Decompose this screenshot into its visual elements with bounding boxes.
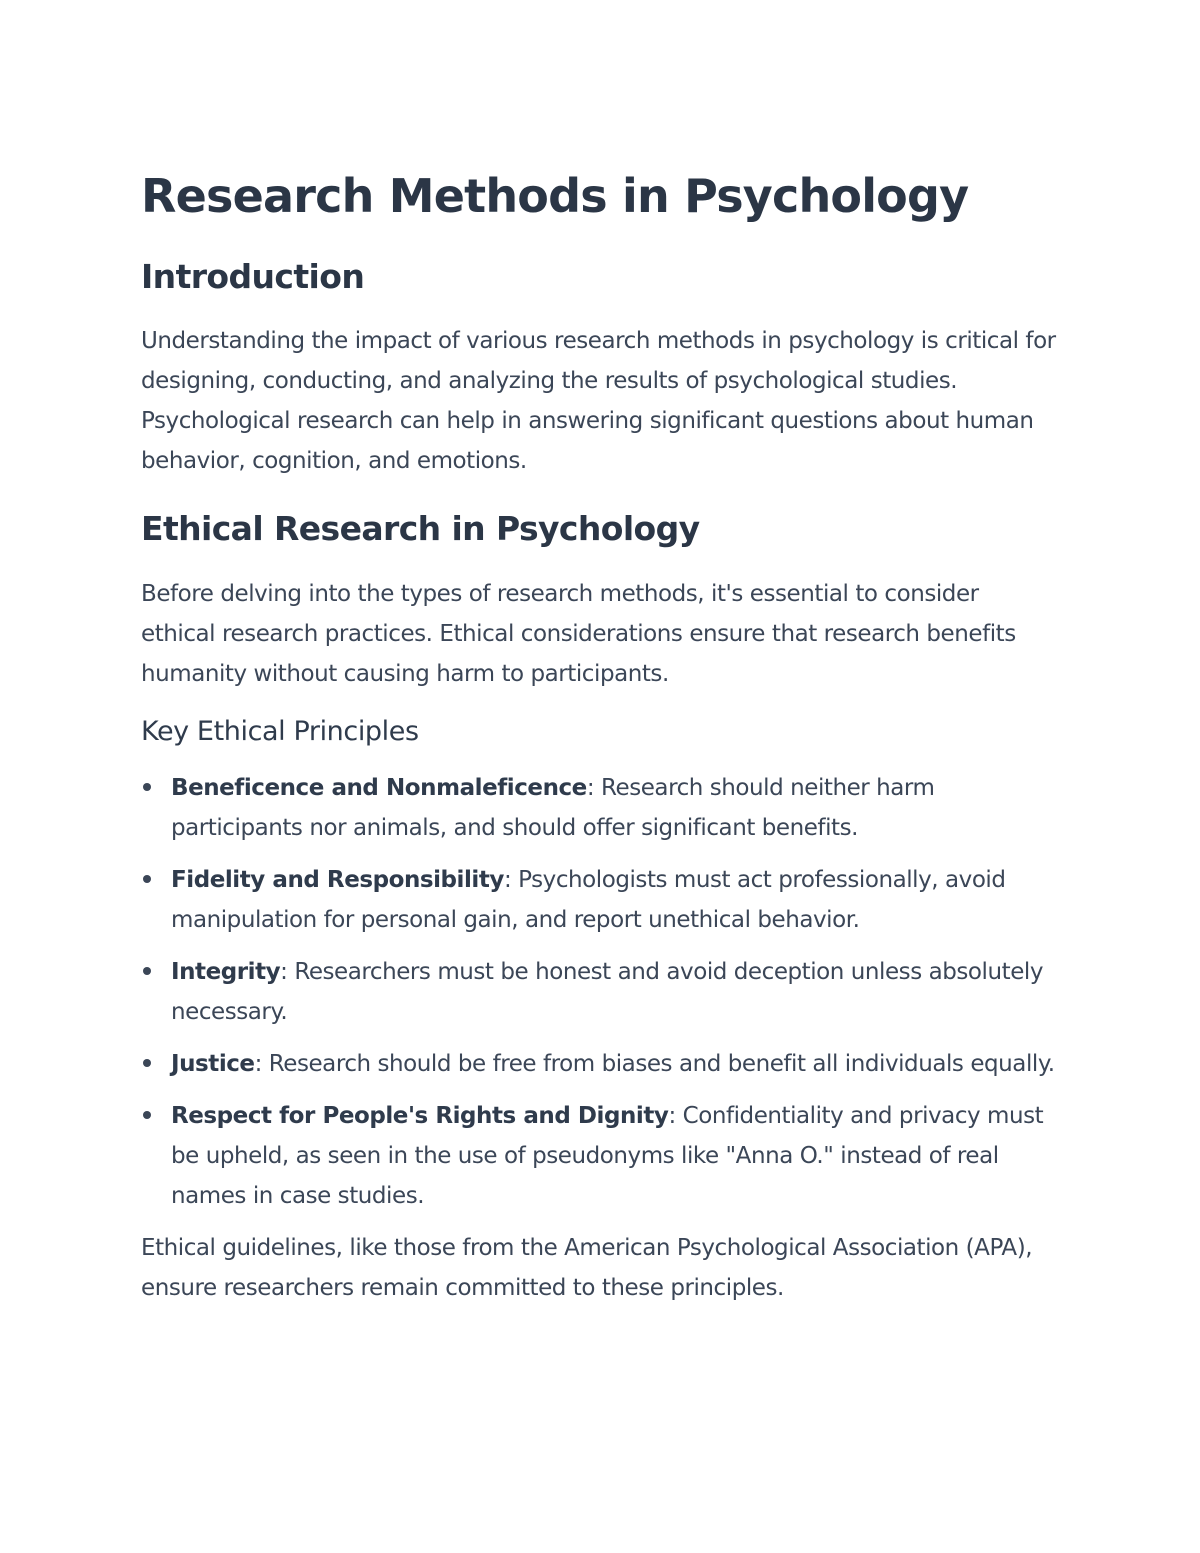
bullet-icon [143,967,151,975]
list-item [141,1096,1056,1216]
document-page [141,165,1056,1308]
key-principles-heading: Key Ethical Principles [141,716,419,747]
bullet-icon [143,1111,151,1119]
ethics-heading: Ethical Research in Psychology [141,509,700,548]
bullet-icon [143,783,151,791]
principle-description: : Researchers must be honest and avoid deception unless absolutely necessary. [171,959,1043,1025]
ethics-paragraph: Before delving into the types of research methods, it's essential to consider ethical research practices. Ethical considerations ensure that research benefits humanity without causing harm to participants. [141,581,1016,687]
principle-description: : Research should neither harm participants nor animals, and should offer significant benefits. [171,775,935,841]
list-item [141,1044,1056,1084]
list-item [141,860,1056,940]
list-item [141,952,1056,1032]
page-title: Research Methods in Psychology [141,169,969,223]
introduction-paragraph: Understanding the impact of various research methods in psychology is critical for designing, conducting, and analyzing the results of psychological studies. Psychological research can help in answering significant questions about human behavior, cognition, and emotions. [141,328,1056,474]
closing-paragraph: Ethical guidelines, like those from the American Psychological Association (APA), ensure researchers remain committed to these principles. [141,1235,1033,1301]
bullet-icon [143,1059,151,1067]
principle-description: : Confidentiality and privacy must be upheld, as seen in the use of pseudonyms like "Anna O." instead of real names in case studies. [171,1103,1044,1209]
principle-term: Justice [171,1051,255,1077]
principle-description: : Psychologists must act professionally, avoid manipulation for personal gain, and report unethical behavior. [171,867,1006,933]
principle-term: Beneficence and Nonmaleficence [171,775,587,801]
principles-list [141,768,1056,1216]
principle-description: : Research should be free from biases and benefit all individuals equally. [254,1051,1055,1077]
principle-term: Integrity [171,959,281,985]
principle-term: Fidelity and Responsibility [171,867,504,893]
introduction-heading: Introduction [141,257,365,296]
principle-term: Respect for People's Rights and Dignity [171,1103,669,1129]
bullet-icon [143,875,151,883]
list-item [141,768,1056,848]
